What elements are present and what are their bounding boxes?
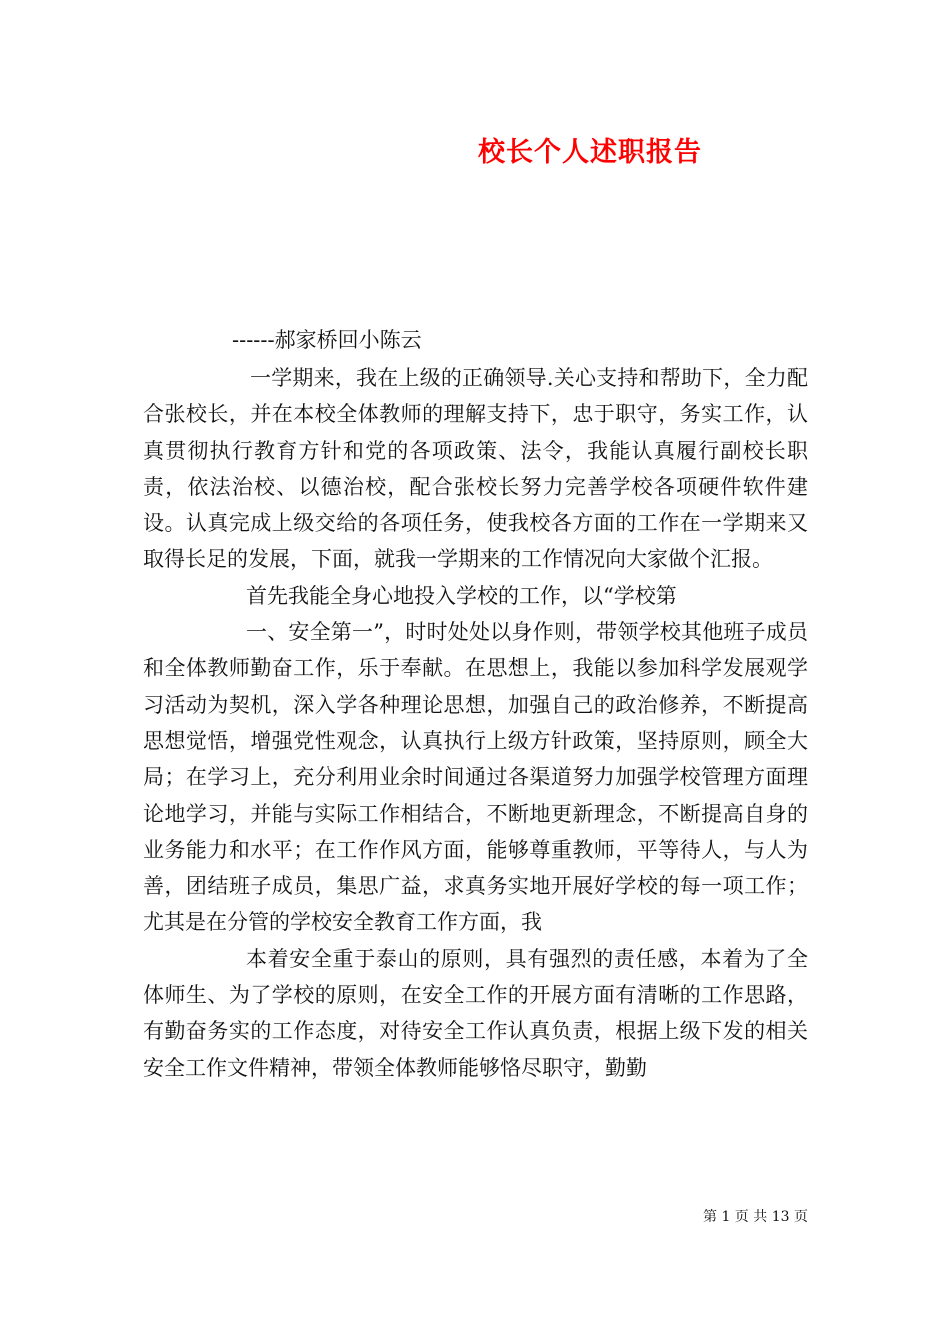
paragraph-4: 本着安全重于泰山的原则，具有强烈的责任感，本着为了全体师生、为了学校的原则，在安全工作的开展方面有清晰的工作思路，有勤奋务实的工作态度，对待安全工作认真负责，根据上级下发的相关安全工作文件精神，带领全体教师能够恪尽职守，勤勤 xyxy=(143,946,808,1080)
document-title: 校长个人述职报告 xyxy=(478,137,702,168)
paragraph-2: 首先我能全身心地投入学校的工作，以“学校第 xyxy=(246,583,677,608)
author-line: ------郝家桥回小陈云 xyxy=(232,328,422,352)
paragraph-1: 一学期来，我在上级的正确领导.关心支持和帮助下，全力配合张校长，并在本校全体教师的理解支持下，忠于职守，务实工作，认真贯彻执行教育方针和党的各项政策、法令，我能认真履行副校长职责，依法治校、以德治校，配合张校长努力完善学校各项硬件软件建设。认真完成上级交给的各项任务，使我校各方面的工作在一学期来又取得长足的发展，下面，就我一学期来的工作情况向大家做个汇报。 xyxy=(143,366,808,572)
paragraph-3: 一、安全第一”，时时处处以身作则，带领学校其他班子成员和全体教师勤奋工作，乐于奉献。在思想上，我能以参加科学发展观学习活动为契机，深入学各种理论思想，加强自己的政治修养，不断提高思想觉悟，增强党性观念，认真执行上级方针政策，坚持原则，顾全大局；在学习上，充分利用业余时间通过各渠道努力加强学校管理方面理论地学习，并能与实际工作相结合，不断地更新理念，不断提高自身的业务能力和水平；在工作作风方面，能够尊重教师，平等待人，与人为善，团结班子成员，集思广益，求真务实地开展好学校的每一项工作；尤其是在分管的学校安全教育工作方面，我 xyxy=(143,620,808,935)
document-body xyxy=(143,360,808,1086)
page-number-footer: 第 1 页 共 13 页 xyxy=(703,1209,808,1225)
